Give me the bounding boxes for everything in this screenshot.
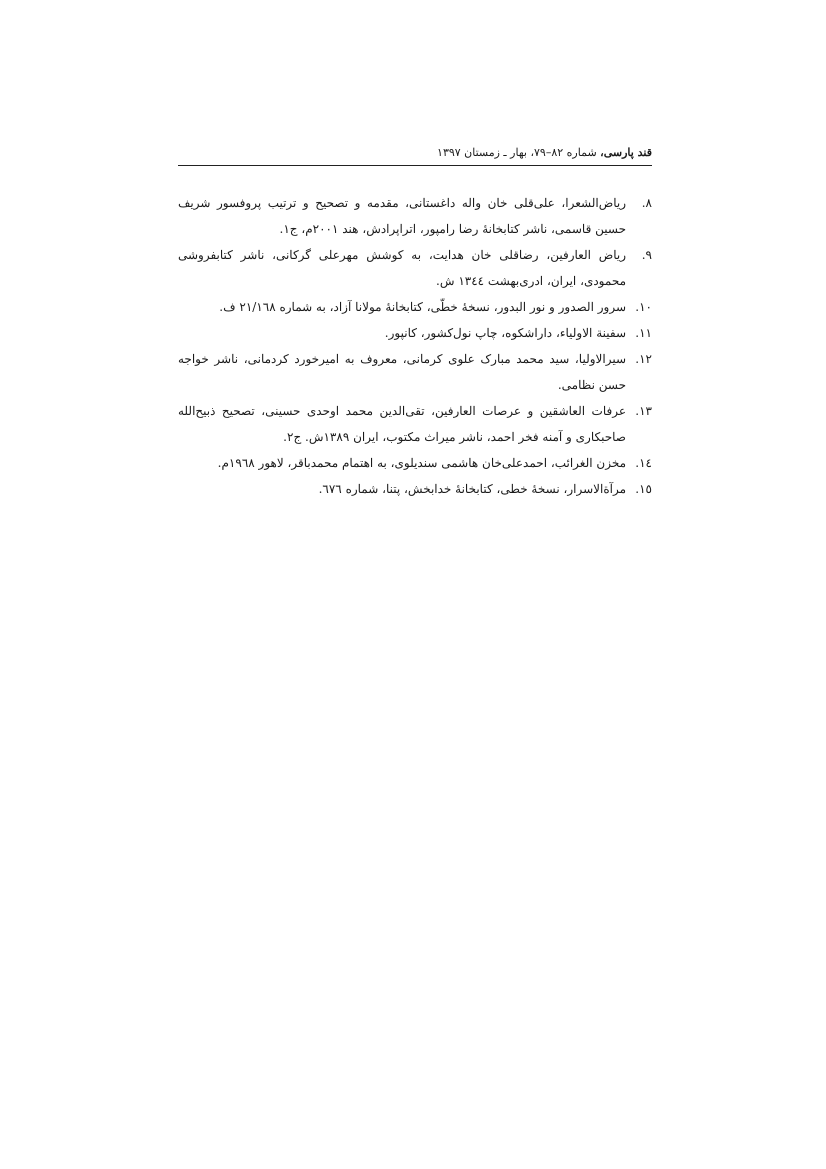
reference-item bbox=[178, 294, 652, 320]
reference-item bbox=[178, 398, 652, 450]
reference-text: سرور الصدور و نور البدور، نسخهٔ خطّی، کتابخانهٔ مولانا آزاد، به شماره ۲۱/۱٦۸ ف. bbox=[219, 300, 626, 314]
reference-text: عرفات العاشقین و عرصات العارفین، تقی‌الدین محمد اوحدی حسینی، تصحیح ذبیح‌الله صاحبکاری و آمنه فخر احمد، ناشر میراث مکتوب، ایران ۱۳۸۹ش. ج۲. bbox=[178, 404, 626, 444]
reference-item bbox=[178, 190, 652, 242]
reference-text: ریاض العارفین، رضاقلی خان هدایت، به کوشش مهرعلی گرکانی، ناشر کتابفروشی محمودی، ایران، ادری‌بهشت ۱۳٤٤ ش. bbox=[178, 248, 626, 288]
issue-info: شماره ۸۲–۷۹، بهار ـ زمستان ۱۳۹۷ bbox=[437, 146, 601, 159]
reference-item bbox=[178, 476, 652, 502]
reference-text: سیرالاولیا، سید محمد مبارک علوی کرمانی، معروف به امیرخورد کردمانی، ناشر خواجه حسن نظامی. bbox=[178, 352, 626, 392]
reference-number: ۸. bbox=[641, 196, 652, 210]
reference-item bbox=[178, 450, 652, 476]
reference-number: ۱۳. bbox=[635, 404, 652, 418]
reference-item bbox=[178, 242, 652, 294]
reference-number: ۹. bbox=[641, 248, 652, 262]
reference-text: سفینة الاولیاء، داراشکوه، چاپ نول‌کشور، کانپور. bbox=[384, 326, 626, 340]
reference-number: ۱۱. bbox=[635, 326, 652, 340]
reference-number: ۱۲. bbox=[635, 352, 652, 366]
reference-text: مرآةالاسرار، نسخهٔ خطی، کتابخانهٔ خدابخش، پتنا، شماره ٦٧٦. bbox=[318, 482, 626, 496]
running-header bbox=[178, 142, 652, 166]
reference-number: ۱۰. bbox=[635, 300, 652, 314]
reference-text: مخزن الغرائب، احمدعلی‌خان هاشمی سندیلوی، به اهتمام محمدباقر، لاهور ۱۹٦۸م. bbox=[217, 456, 626, 470]
reference-item bbox=[178, 346, 652, 398]
reference-text: ریاض‌الشعرا، علی‌قلی خان واله داغستانی، مقدمه و تصحیح و ترتیب پروفسور شریف حسین قاسمی، ناشر کتابخانهٔ رضا رامپور، اتراپرادش، هند ۲۰۰۱م، ج۱. bbox=[178, 196, 626, 236]
reference-list bbox=[178, 190, 652, 502]
reference-number: ۱٤. bbox=[635, 456, 652, 470]
journal-title: قند پارسی، bbox=[600, 146, 652, 159]
reference-item bbox=[178, 320, 652, 346]
reference-number: ۱٥. bbox=[635, 482, 652, 496]
